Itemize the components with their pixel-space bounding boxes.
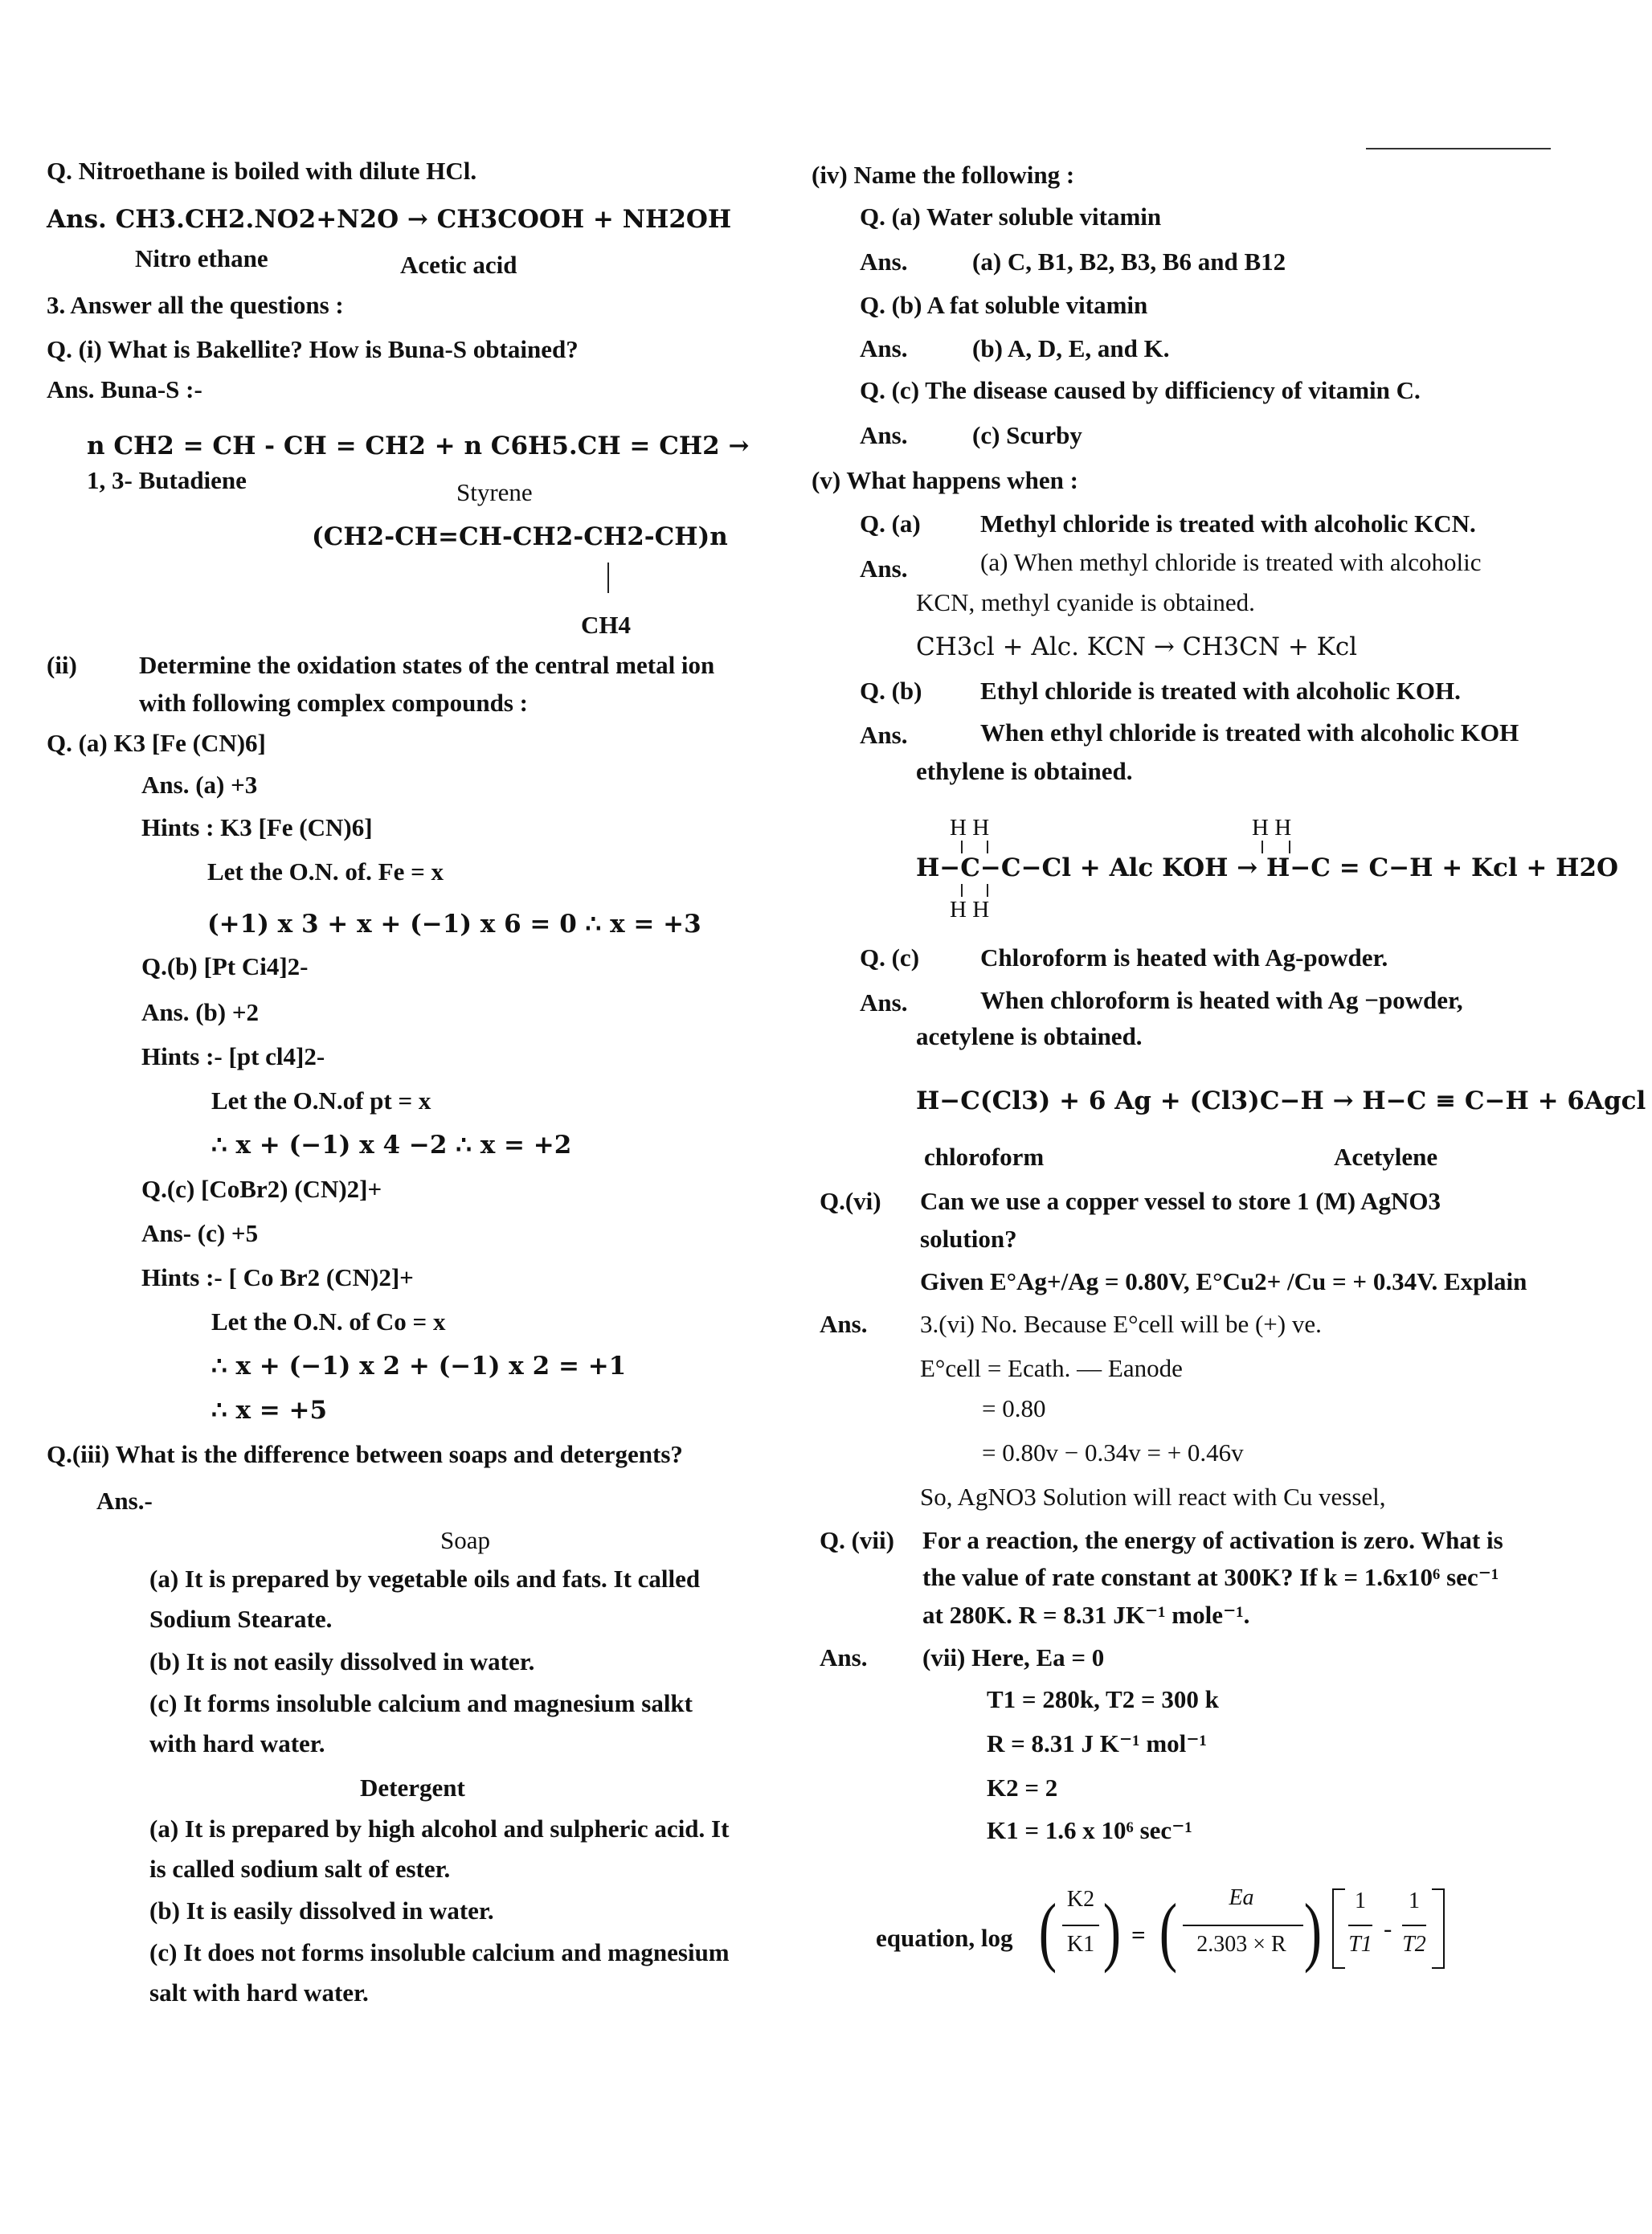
question-ii-text-2: with following complex compounds : [139,689,528,717]
question-ii-a: Q. (a) K3 [Fe (CN)6] [47,729,266,757]
hint-ii-b-let: Let the O.N.of pt = x [211,1086,431,1115]
answer-vii-line-5: K1 = 1.6 x 10⁶ sec⁻¹ [987,1816,1192,1844]
soap-c-line-1: (c) It forms insoluble calcium and magnesium salkt [149,1689,693,1717]
frac-t2: T2 [1402,1932,1426,1957]
soap-heading: Soap [440,1526,490,1554]
frac-k1: K1 [1066,1932,1095,1957]
hint-ii-c: Hints :- [ Co Br2 (CN)2]+ [141,1263,414,1291]
hint-ii-c-result: ∴ x = +5 [211,1396,328,1425]
answer-iv-b: (b) A, D, E, and K. [972,334,1170,362]
paren-right-1: ) [1102,1888,1122,1974]
answer-ii-c: Ans- (c) +5 [141,1219,259,1247]
question-ii-c: Q.(c) [CoBr2) (CN)2]+ [141,1175,382,1203]
answer-iii: Ans.- [96,1487,153,1515]
answer-ii-a: Ans. (a) +3 [141,771,258,799]
label-nitroethane: Nitro ethane [135,244,268,272]
answer-vi-line-3: = 0.80 [982,1394,1046,1422]
fraction-bar-k [1062,1925,1099,1926]
question-v-b-label: Q. (b) [860,677,922,705]
answer-iv-c-label: Ans. [860,421,908,449]
answer-v-b-line-1: When ethyl chloride is treated with alcoholic KOH [980,718,1519,747]
polymer-formula: (CH2-CH=CH-CH2-CH2-CH)n [312,522,728,551]
question-v-a: Methyl chloride is treated with alcoholic KCN. [980,509,1476,538]
question-ii-text-1: Determine the oxidation states of the central metal ion [139,651,715,679]
answer-vii-line-3: R = 8.31 J K⁻¹ mol⁻¹ [987,1729,1207,1757]
detergent-a-line-2: is called sodium salt of ester. [149,1855,451,1883]
question-v-a-label: Q. (a) [860,509,921,538]
answer-v-b-line-2: ethylene is obtained. [916,757,1133,785]
answer-iv-b-label: Ans. [860,334,908,362]
polymer-branch-bond [607,563,609,593]
soap-a-line-1: (a) It is prepared by vegetable oils and fats. It called [149,1565,701,1593]
question-iv-b: Q. (b) A fat soluble vitamin [860,291,1148,319]
bracket-left [1332,1888,1345,1969]
question-ii-number: (ii) [47,651,77,679]
question-iii: Q.(iii) What is the difference between soaps and detergents? [47,1440,683,1468]
hint-ii-b: Hints :- [pt cl4]2- [141,1042,325,1070]
frac-t1: T1 [1348,1932,1372,1957]
section-v-heading: (v) What happens when : [812,466,1078,494]
answer-v-b-label: Ans. [860,721,908,749]
question-ii-b: Q.(b) [Pt Ci4]2- [141,952,309,980]
ethyl-top-hydrogens: H H [950,815,990,841]
hint-ii-a-calc: (+1) x 3 + x + (−1) x 6 = 0 ∴ x = +3 [207,910,701,939]
polymer-branch: CH4 [581,611,631,639]
question-vii-line-2: the value of rate constant at 300K? If k = 1.6x10⁶ sec⁻¹ [922,1563,1499,1591]
detergent-c-line-2: salt with hard water. [149,1978,369,2007]
label-styrene: Styrene [456,478,533,506]
answer-v-a-label: Ans. [860,554,908,583]
hint-ii-a: Hints : K3 [Fe (CN)6] [141,813,373,841]
hint-ii-a-let: Let the O.N. of. Fe = x [207,857,444,886]
question-iv-c: Q. (c) The disease caused by difficiency of vitamin C. [860,376,1421,404]
answer-v-c-label: Ans. [860,988,908,1017]
label-butadiene: 1, 3- Butadiene [87,466,247,494]
question-v-c-label: Q. (c) [860,943,920,972]
detergent-a-line-1: (a) It is prepared by high alcohol and sulpheric acid. It [149,1815,730,1843]
question-v-b: Ethyl chloride is treated with alcoholic KOH. [980,677,1461,705]
hint-ii-b-calc: ∴ x + (−1) x 4 −2 ∴ x = +2 [211,1131,572,1160]
hint-ii-c-let: Let the O.N. of Co = x [211,1307,446,1336]
frac-ea: Ea [1229,1885,1254,1910]
detergent-heading: Detergent [360,1774,465,1802]
question-i: Q. (i) What is Bakellite? How is Buna-S obtained? [47,335,579,363]
section-iv-heading: (iv) Name the following : [812,161,1075,189]
question-vi-label: Q.(vi) [820,1187,881,1215]
section-3-heading: 3. Answer all the questions : [47,291,344,319]
answer-vi-line-1: 3.(vi) No. Because E°cell will be (+) ve. [920,1310,1322,1338]
answer-v-c-line-1: When chloroform is heated with Ag −powder, [980,986,1463,1014]
answer-iv-c: (c) Scurby [972,421,1082,449]
paren-left-2: ( [1159,1888,1178,1974]
answer-v-a-line-2: KCN, methyl cyanide is obtained. [916,588,1255,616]
answer-vi-line-4: = 0.80v − 0.34v = + 0.46v [982,1438,1244,1467]
label-chloroform: chloroform [924,1143,1045,1171]
soap-b: (b) It is not easily dissolved in water. [149,1647,535,1676]
hint-ii-c-calc: ∴ x + (−1) x 2 + (−1) x 2 = +1 [211,1352,627,1381]
equation-v-b: H−C−C−Cl + Alc KOH → H−C = C−H + Kcl + H2O [916,853,1619,882]
bracket-right [1432,1888,1445,1969]
frac-one-1: 1 [1355,1888,1366,1913]
question-vii-line-1: For a reaction, the energy of activation is zero. What is [922,1526,1503,1554]
fraction-bar-t2 [1402,1925,1426,1926]
answer-iv-a-label: Ans. [860,248,908,276]
equals-sign: = [1131,1921,1146,1949]
soap-c-line-2: with hard water. [149,1729,325,1757]
label-acetic-acid: Acetic acid [400,251,517,279]
equation-label: equation, log [876,1924,1013,1952]
question-vii-line-3: at 280K. R = 8.31 JK⁻¹ mole⁻¹. [922,1601,1250,1629]
top-rule [1366,148,1551,149]
ethylene-top-hydrogens: H H [1252,815,1292,841]
paren-right-2: ) [1303,1888,1323,1974]
frac-k2: K2 [1066,1887,1095,1912]
answer-buna-s: Ans. Buna-S :- [47,375,202,403]
label-acetylene: Acetylene [1334,1143,1438,1171]
soap-a-line-2: Sodium Stearate. [149,1605,333,1633]
question-vi-line-1: Can we use a copper vessel to store 1 (M) AgNO3 [920,1187,1441,1215]
answer-vii-label: Ans. [820,1643,868,1671]
fraction-bar-ea [1183,1925,1303,1926]
question-nitroethane: Q. Nitroethane is boiled with dilute HCl. [47,157,477,185]
answer-ii-b: Ans. (b) +2 [141,998,259,1026]
answer-v-a-line-1: (a) When methyl chloride is treated with alcoholic [980,548,1482,576]
fraction-bar-t1 [1348,1925,1372,1926]
equation-v-a: CH3cl + Alc. KCN → CH3CN + Kcl [916,632,1358,661]
question-iv-a: Q. (a) Water soluble vitamin [860,203,1162,231]
detergent-c-line-1: (c) It does not forms insoluble calcium and magnesium [149,1938,730,1966]
answer-vii-line-4: K2 = 2 [987,1774,1058,1802]
frac-denominator: 2.303 × R [1196,1932,1286,1957]
answer-v-c-line-2: acetylene is obtained. [916,1022,1143,1050]
question-v-c: Chloroform is heated with Ag-powder. [980,943,1388,972]
frac-one-2: 1 [1409,1888,1420,1913]
question-vii-label: Q. (vii) [820,1526,894,1554]
question-vi-line-2: solution? [920,1225,1017,1253]
answer-vii-line-2: T1 = 280k, T2 = 300 k [987,1685,1219,1713]
answer-vi-label: Ans. [820,1310,868,1338]
minus-sign: - [1384,1914,1392,1942]
answer-nitroethane: Ans. CH3.CH2.NO2+N2O → CH3COOH + NH2OH [47,205,732,234]
equation-v-c: H−C(Cl3) + 6 Ag + (Cl3)C−H → H−C ≡ C−H + 6Agcl [916,1086,1646,1115]
answer-vi-line-2: E°cell = Ecath. — Eanode [920,1354,1183,1382]
answer-vii-line-1: (vii) Here, Ea = 0 [922,1643,1105,1671]
buna-equation: n CH2 = CH - CH = CH2 + n C6H5.CH = CH2 → [87,432,750,460]
answer-iv-a: (a) C, B1, B2, B3, B6 and B12 [972,248,1286,276]
detergent-b: (b) It is easily dissolved in water. [149,1896,494,1925]
ethyl-bottom-hydrogens: H H [950,897,990,923]
paren-left-1: ( [1038,1888,1057,1974]
question-vi-line-3: Given E°Ag+/Ag = 0.80V, E°Cu2+ /Cu = + 0.34V. Explain [920,1267,1527,1295]
answer-vi-line-5: So, AgNO3 Solution will react with Cu vessel, [920,1483,1386,1511]
